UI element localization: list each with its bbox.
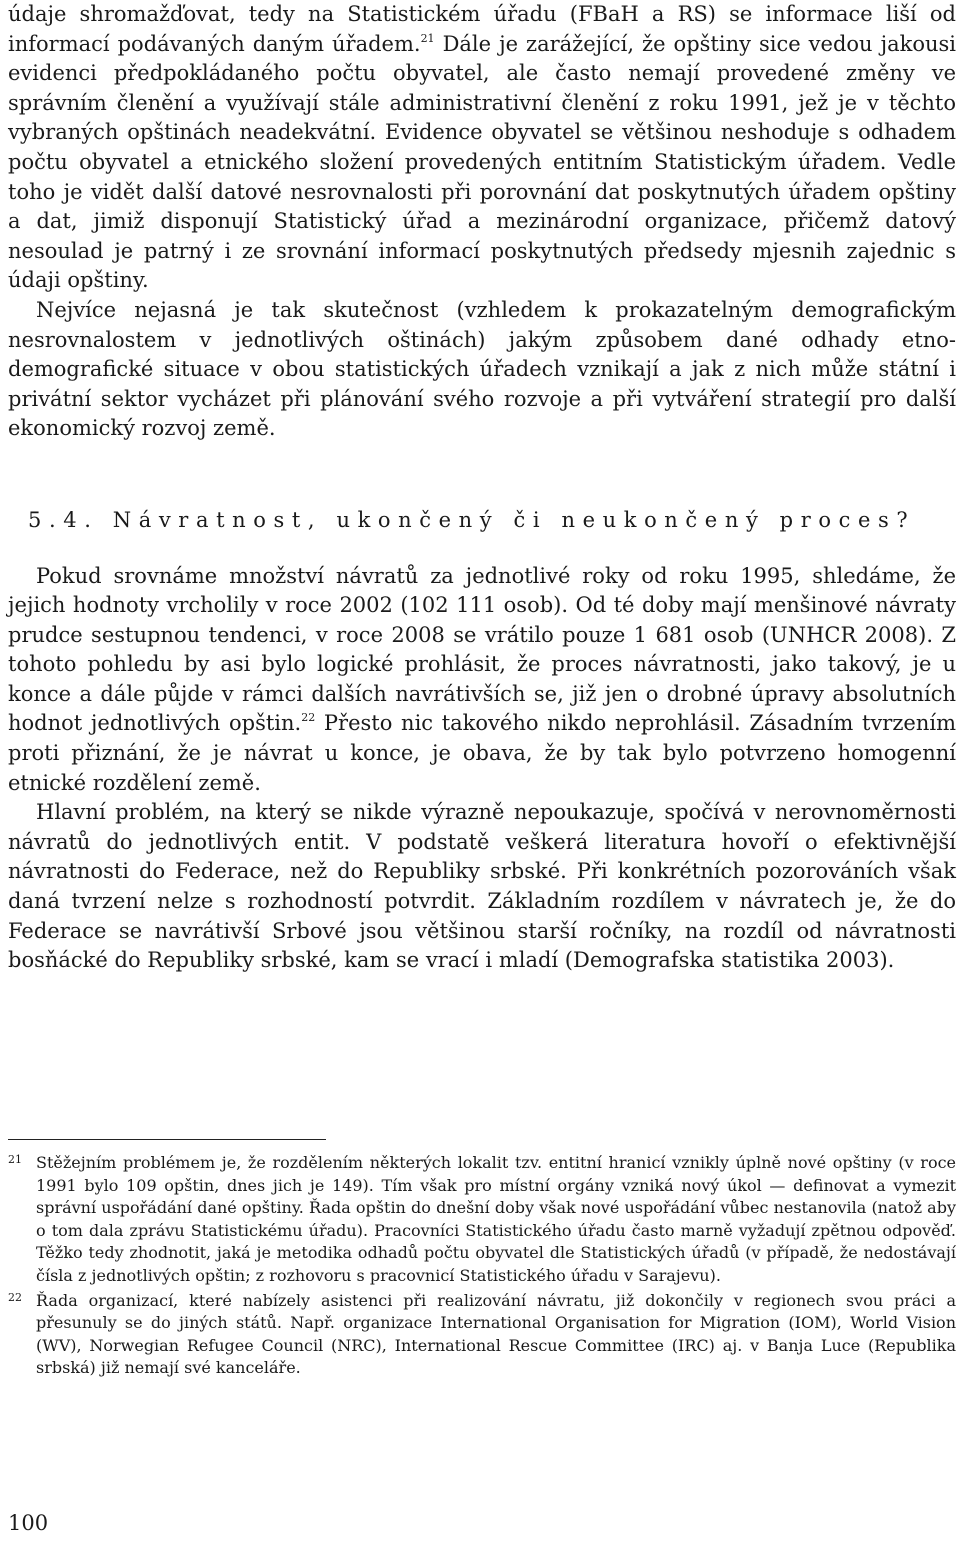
paragraph-2: Nejvíce nejasná je tak skutečnost (vzhledem k prokazatelným demografickým nesrovnalostem v jednotlivých oštinách) jakým způsobem dané odhady etno-demografické situace v obou statistických úřadech vznikají a jak z nich může státní i privátní sektor vycházet při plánování svého rozvoje a při vytváření strategií pro další ekonomický rozvoj země. [8,297,956,441]
page-number: 100 [8,1511,49,1535]
paragraph-3 [8,562,956,799]
footnote-ref-22[interactable]: 22 [301,711,316,725]
paragraph-3-text-a: Pokud srovnáme množství návratů za jednotlivé roky od roku 1995, shledáme, že jejich hodnoty vrcholily v roce 2002 (102 111 osob). Od té doby mají menšinové návraty prudce sestupnou tendenci, v roce 2008 se vrátilo pouze 1 681 osob (UNHCR 2008). Z tohoto pohledu by asi bylo logické prohlásit, že proces návratnosti, jako takový, je u konce a dále půjde v rámci dalších navrátivších se, již jen o drobné úpravy absolutních hodnot jednotlivých opštin. [8,563,956,736]
page [8,0,956,976]
paragraph-1-text-b: Dále je zarážející, že opštiny sice vedou jakousi evidenci předpokládaného počtu obyvatel, ale často nemají provedené změny ve správním členění a využívají stále administrativní členění z roku 1991, jež je v těchto vybraných opštinách neadekvátní. Evidence obyvatel se většinou neshoduje s odhadem počtu obyvatel a etnického složení provedených entitním Statistickým úřadem. Vedle toho je vidět další datové nesrovnalosti při porovnání dat poskytnutých úřadem opštiny a dat, jimiž disponují Statistický úřad a mezinárodní organizace, přičemž datový nesoulad je patrný i ze srovnání informací poskytnutých předsedy mjesnih zajednic s údaji opštiny. [8,31,957,293]
footnote-text: Stěžejním problémem je, že rozdělením některých lokalit tzv. entitní hranicí vznikly úplně nové opštiny (v roce 1991 bylo 109 opštin, dnes jich je 149). Tím však pro místní orgány vzniká nový úkol — definovat a vymezit správní uspořádání dané opštiny. Řada opštin do dnešní doby však nové uspořádání vůbec nestanovila (natož aby o tom dala zprávu Statistickému úřadu). Pracovníci Statistického úřadu často marně vyžadují zpětnou odpověď. Těžko tedy zhodnotit, jaká je metodika odhadů počtu obyvatel dle Statistických úřadů (v případě, že nedostávají čísla z jednotlivých opštin; z rozhovoru s pracovnicí Statistického úřadu v Sarajevu). [36,1153,956,1285]
paragraph-4: Hlavní problém, na který se nikde výrazně nepoukazuje, spočívá v nerovnoměrnosti návratů do jednotlivých entit. V podstatě veškerá literatura hovoří o efektivnější návratnosti do Federace, než do Republiky srbské. Při konkrétních pozorováních však daná tvrzení nelze s rozhodností potvrdit. Základním rozdílem v návratech je, že do Federace se navrátivší Srbové jsou většinou starší ročníky, na rozdíl od návratnosti bosňácké do Republiky srbské, kam se vrací i mladí (Demografska statistika 2003). [8,800,956,973]
section-heading: 5.4. Návratnost, ukončený či neukončený proces? [28,507,916,532]
footnote-number: 21 [8,1153,22,1166]
paragraph-1 [8,0,956,296]
footnote-text: Řada organizací, které nabízely asistenci při realizování návratu, již dokončily v regionech svou práci a přesunuly se do jiných států. Např. organizace International Organisation for Migration (IOM), World Vision (WV), Norwegian Refugee Council (NRC), International Rescue Committee (IRC) aj. v Banja Luce (Republika srbská) již nemají své kanceláře. [36,1290,956,1378]
footnote-divider [8,1139,326,1140]
main-text [8,0,956,976]
paragraph-1-text-a: údaje shromažďovat, tedy na Statistickém úřadu (FBaH a RS) se informace liší od informací podávaných daným úřadem. [8,2,956,56]
footnotes [8,1139,956,1382]
footnote-22 [8,1290,956,1380]
footnote-ref-21[interactable]: 21 [420,31,435,45]
footnote-number: 22 [8,1290,22,1304]
paragraph-3-text-b: Přesto nic takového nikdo neprohlásil. Zásadním tvrzením proti přiznání, že je návrat u konce, je obava, že by tak bylo potvrzeno homogenní etnické rozdělení země. [8,711,956,795]
footnote-21 [8,1152,956,1288]
